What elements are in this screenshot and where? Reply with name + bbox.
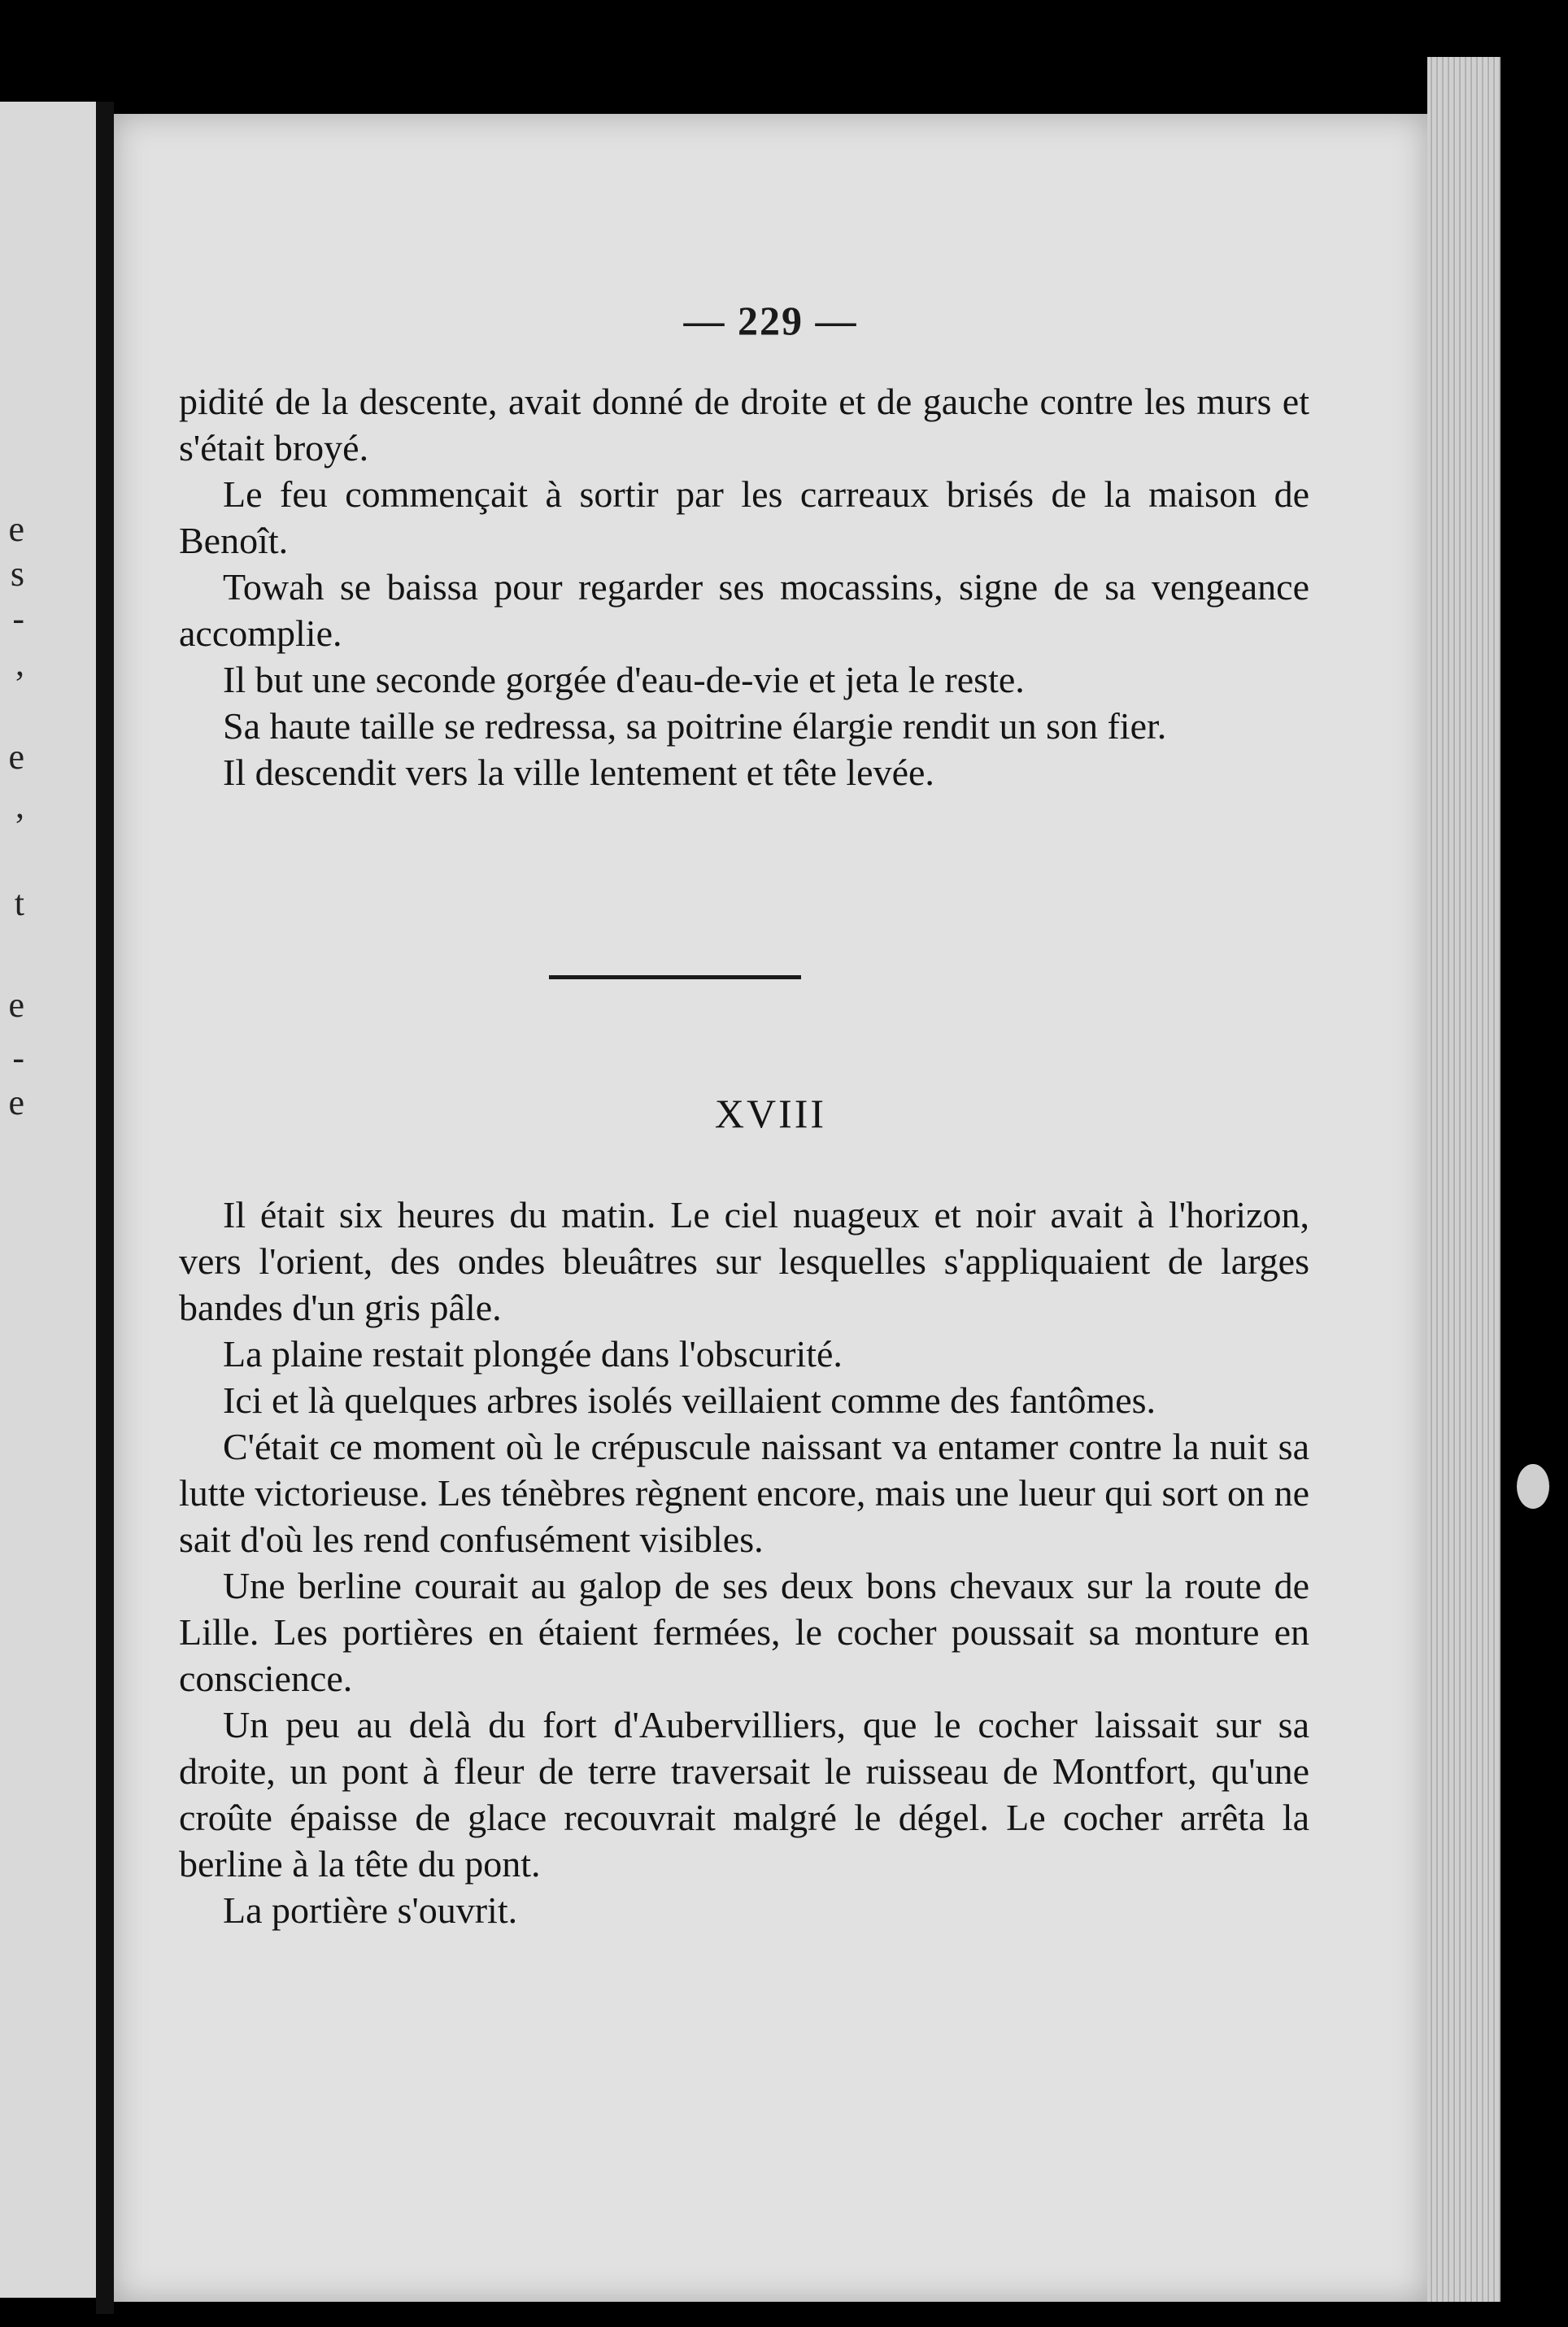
scan-smudge	[1517, 1464, 1549, 1509]
margin-fragment: -	[12, 599, 24, 638]
paragraph: Il descendit vers la ville lentement et tête levée.	[223, 752, 934, 793]
page-number: — 229 —	[683, 298, 858, 343]
chapter-heading: XVIII	[714, 1091, 827, 1136]
paragraph: Le feu commençait à sortir par les carreaux brisés de la maison de Benoît.	[179, 473, 1309, 561]
paragraph: C'était ce moment où le crépuscule naissant va entamer contre la nuit sa lutte victorieuse. Les ténèbres règnent encore, mais une lueur qui sort on ne sait d'où les rend confusément visibles.	[179, 1426, 1309, 1560]
paragraph: Towah se baissa pour regarder ses mocassins, signe de sa vengeance accomplie.	[179, 566, 1309, 654]
margin-fragment: e	[8, 509, 24, 549]
margin-fragment: -	[12, 1038, 24, 1078]
paragraph: Sa haute taille se redressa, sa poitrine élargie rendit un son fier.	[223, 705, 1167, 747]
paragraph: Une berline courait au galop de ses deux bons chevaux sur la route de Lille. Les portières en étaient fermées, le cocher poussait sa monture en conscience.	[179, 1565, 1309, 1699]
section-divider	[549, 975, 801, 979]
paragraph: La portière s'ouvrit.	[223, 1889, 518, 1931]
previous-page-edge	[0, 102, 96, 2298]
margin-fragment: e	[8, 1083, 24, 1122]
paragraph: Il but une seconde gorgée d'eau-de-vie et jeta le reste.	[223, 659, 1025, 700]
margin-fragment: t	[14, 883, 24, 923]
margin-fragment: ,	[15, 643, 24, 683]
paragraph: Il était six heures du matin. Le ciel nuageux et noir avait à l'horizon, vers l'orient, des ondes bleuâtres sur lesquelles s'appliquaient de larges bandes d'un gris pâle.	[179, 1194, 1309, 1328]
margin-fragment: e	[8, 737, 24, 777]
margin-fragment: s	[10, 554, 24, 594]
text-before-chapter	[179, 378, 1309, 795]
text-after-chapter	[179, 1192, 1309, 1933]
paragraph: pidité de la descente, avait donné de droite et de gauche contre les murs et s'était broyé.	[179, 381, 1309, 468]
book-spine	[96, 102, 114, 2314]
page-stack-edge	[1427, 57, 1500, 2302]
margin-fragment: ,	[15, 786, 24, 826]
margin-fragment: e	[8, 985, 24, 1025]
book-page	[114, 114, 1427, 2302]
paragraph: Un peu au delà du fort d'Aubervilliers, que le cocher laissait sur sa droite, un pont à fleur de terre traversait le ruisseau de Montfort, qu'une croûte épaisse de glace recouvrait malgré le dégel. Le cocher arrêta la berline à la tête du pont.	[179, 1704, 1309, 1885]
paragraph: La plaine restait plongée dans l'obscurité.	[223, 1333, 843, 1375]
paragraph: Ici et là quelques arbres isolés veillaient comme des fantômes.	[223, 1379, 1156, 1421]
